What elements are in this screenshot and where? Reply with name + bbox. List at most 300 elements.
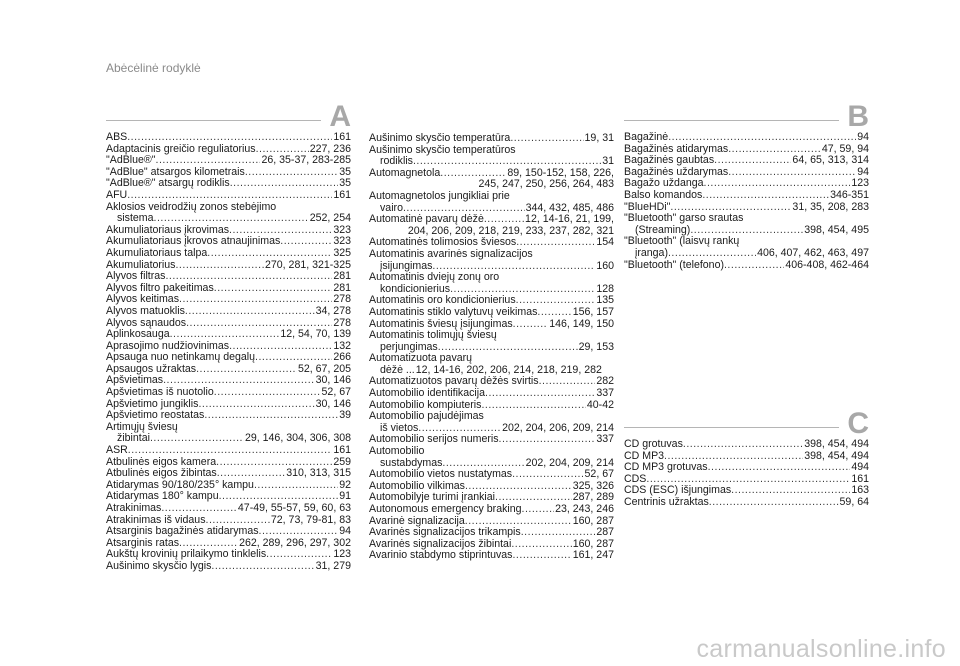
entry-term: Atbulinės eigos kamera — [106, 455, 217, 468]
dot-leader — [230, 178, 339, 190]
entry-term: CDS — [624, 472, 647, 485]
entry-line — [624, 132, 869, 144]
entry-pages: 52, 67 — [584, 468, 614, 481]
section-b-header — [624, 98, 869, 132]
entry-term: "BlueHDi" — [624, 200, 671, 213]
entry-term-line — [369, 191, 614, 203]
entry-continuation: sistema — [117, 212, 154, 225]
entry-pages: 12, 14-16, 21, 199, — [525, 213, 614, 226]
entry-term: Aušinimo skysčio temperatūra — [369, 132, 511, 144]
dot-leader — [481, 400, 585, 412]
entry-pages: 23, 243, 246 — [555, 503, 614, 515]
section-c-column — [624, 405, 869, 509]
entry-term: Bagažinės gaubtas — [624, 154, 715, 167]
dot-leader — [704, 178, 851, 190]
entry-term: Automatinė pavarų dėžė — [369, 213, 484, 226]
entry-line — [624, 439, 869, 451]
page-title: Abėcėlinė rodyklė — [106, 61, 201, 75]
dot-leader — [198, 399, 314, 411]
entry-pages: 398, 454, 494 — [804, 449, 869, 462]
entry-term: Balso komandos — [624, 188, 703, 201]
section-c-header — [624, 405, 869, 439]
index-entry — [369, 446, 614, 469]
dot-leader — [170, 329, 280, 341]
dot-leader — [708, 462, 851, 474]
section-divider — [624, 427, 839, 428]
entry-continuation: dėžė ... — [380, 363, 415, 376]
entry-term: Akumuliatoriaus talpa — [106, 246, 208, 259]
entry-term: "Bluetooth" (telefono) — [624, 258, 724, 271]
entry-term: Apsaugos užraktas — [106, 362, 197, 375]
entry-term: Bagažinės uždarymas — [624, 165, 729, 178]
entry-pages: 30, 146 — [315, 374, 351, 387]
entry-pages: 161 — [333, 131, 351, 143]
entry-term: Automatinis šviesų įsijungimas — [369, 317, 513, 330]
index-list-a-left — [106, 132, 351, 573]
entry-term: "AdBlue®" atsargų rodiklis — [106, 177, 230, 190]
entry-term: Alyvos matuoklis — [106, 304, 185, 317]
entry-term: Avarinė signalizacija — [369, 514, 465, 527]
entry-line — [624, 260, 869, 272]
entry-pages: 344, 432, 485, 486 — [525, 201, 614, 214]
dot-leader — [127, 190, 332, 202]
entry-term: Aušinimo skysčio temperatūros — [369, 143, 516, 156]
entry-pages: 337 — [596, 387, 614, 400]
entry-line — [106, 178, 351, 190]
entry-pages: 337 — [596, 433, 614, 446]
entry-term: Apšvietimas — [106, 374, 164, 387]
dot-leader — [196, 364, 297, 376]
entry-term: Apšvietimo jungiklis — [106, 397, 199, 410]
entry-pages: 406, 407, 462, 463, 497 — [757, 246, 869, 259]
dot-leader — [211, 561, 314, 573]
index-entry — [369, 133, 614, 145]
index-list-a-middle — [369, 133, 614, 562]
index-entry — [106, 306, 351, 318]
entry-continuation: kondicionierius — [380, 282, 451, 295]
entry-pages: 26, 35-37, 283-285 — [261, 154, 351, 167]
index-entry — [106, 202, 351, 225]
entry-pages: 325, 326 — [572, 479, 614, 492]
entry-continuation: iš vietos — [380, 421, 419, 434]
index-entry — [106, 387, 351, 399]
index-entry — [106, 329, 351, 341]
entry-term: Bagažinės atidarymas — [624, 142, 729, 155]
entry-pages: 91 — [339, 490, 351, 503]
entry-pages: 398, 454, 494 — [804, 438, 869, 450]
entry-pages-line — [624, 248, 869, 260]
index-entry — [369, 330, 614, 353]
entry-pages: 163 — [851, 484, 869, 497]
dot-leader — [724, 260, 784, 272]
index-list-b — [624, 132, 869, 271]
entry-pages: 287 — [596, 526, 614, 539]
entry-term: Automatizuotos pavarų dėžės svirtis — [369, 375, 539, 388]
entry-term: Apšvietimas iš nuotolio — [106, 386, 214, 399]
dot-leader — [207, 248, 332, 260]
index-entry — [369, 145, 614, 168]
entry-line — [369, 388, 614, 400]
entry-term: Automobilio identifikacija — [369, 387, 486, 400]
entry-pages: 123 — [851, 177, 869, 190]
index-entry — [369, 191, 614, 214]
entry-line — [369, 504, 614, 516]
entry-term: Bagažo uždanga — [624, 177, 704, 190]
entry-pages: 39 — [339, 409, 351, 422]
entry-pages: 278 — [333, 293, 351, 306]
entry-pages: 59, 64 — [839, 495, 869, 508]
entry-pages: 346-351 — [830, 188, 869, 201]
entry-line — [624, 497, 869, 509]
entry-pages: 94 — [857, 131, 869, 143]
entry-term: Atrakinimas — [106, 502, 162, 514]
index-entry — [369, 411, 614, 434]
dot-leader — [731, 485, 850, 497]
dot-leader — [539, 376, 596, 388]
index-entry — [106, 248, 351, 260]
section-a-column-middle — [369, 133, 614, 562]
entry-pages: 266 — [333, 351, 351, 364]
entry-pages: 92 — [339, 478, 351, 491]
entry-pages: 40-42 — [586, 398, 614, 411]
entry-line — [106, 387, 351, 399]
section-letter-b: B — [847, 100, 869, 133]
entry-term: Akumuliatoriaus įkrovos atnaujinimas — [106, 235, 281, 248]
entry-pages: 278 — [333, 316, 351, 329]
entry-term: Bagažinė — [624, 131, 669, 143]
dot-leader — [485, 388, 595, 400]
entry-term: CD MP3 grotuvas — [624, 461, 708, 474]
entry-pages: 31, 35, 208, 283 — [792, 200, 869, 213]
dot-leader — [127, 132, 332, 144]
entry-line — [106, 306, 351, 318]
index-entry — [106, 445, 351, 457]
entry-term: Automagnetolos jungikliai prie — [369, 189, 510, 202]
dot-leader — [522, 504, 555, 516]
entry-line — [106, 248, 351, 260]
entry-term: Automatinis avarinės signalizacijos — [369, 247, 533, 260]
index-entry — [624, 132, 869, 144]
entry-pages: 156, 157 — [572, 305, 614, 318]
entry-pages: 161, 247 — [572, 549, 614, 562]
entry-term-line — [369, 272, 614, 284]
entry-pages: 160 — [596, 259, 614, 272]
dot-leader — [254, 480, 338, 492]
entry-term: "AdBlue®" — [106, 154, 156, 167]
dot-leader — [511, 539, 571, 551]
index-entry — [624, 190, 869, 202]
entry-pages: 29, 153 — [578, 340, 614, 353]
entry-pages: 252, 254 — [309, 212, 351, 225]
entry-term: Alyvos sąnaudos — [106, 316, 187, 329]
dot-leader — [175, 260, 264, 272]
entry-pages: 323 — [333, 235, 351, 248]
section-a-column-left — [106, 98, 351, 573]
entry-term: Avarinės signalizacijos žibintai — [369, 537, 512, 550]
entry-term: Centrinis užraktas — [624, 495, 709, 508]
dot-leader — [668, 248, 756, 260]
index-entry — [369, 272, 614, 295]
entry-term-line — [369, 330, 614, 342]
dot-leader — [668, 132, 856, 144]
entry-pages: 282 — [596, 375, 614, 388]
entry-pages: 154 — [596, 236, 614, 249]
index-entry — [624, 260, 869, 272]
index-entry — [624, 236, 869, 259]
entry-term: Automatinis stiklo valytuvų veikimas — [369, 305, 538, 318]
entry-pages: 406-408, 462-464 — [785, 258, 869, 271]
entry-line — [369, 307, 614, 319]
section-letter-c: C — [847, 407, 869, 440]
dot-leader — [214, 283, 333, 295]
entry-pages-line — [106, 433, 351, 445]
entry-pages: 160, 287 — [572, 514, 614, 527]
entry-term: "AdBlue" atsargos kilometrais — [106, 165, 245, 178]
entry-term: Automobilio vilkimas — [369, 479, 465, 492]
index-entry — [369, 388, 614, 400]
entry-continuation: įranga) — [635, 246, 668, 259]
entry-pages: 146, 149, 150 — [549, 317, 614, 330]
entry-pages-more: 204, 206, 209, 218, 219, 233, 237, 282, 321 — [407, 224, 614, 237]
entry-term: Aušinimo skysčio lygis — [106, 559, 212, 572]
entry-pages: 270, 281, 321-325 — [264, 258, 351, 271]
dot-leader — [537, 307, 571, 319]
entry-term: AFU — [106, 188, 128, 201]
entry-term: Automobilio kompiuteris — [369, 398, 482, 411]
index-entry — [369, 307, 614, 319]
entry-term-line — [369, 446, 614, 458]
dot-leader — [512, 550, 571, 562]
entry-pages: 12, 14-16, 202, 206, 214, 218, 219, 282 — [415, 363, 602, 376]
entry-term: "Bluetooth" garso srautas — [624, 212, 744, 225]
entry-continuation: vairo — [380, 201, 403, 214]
entry-term: Alyvos filtras — [106, 270, 166, 283]
entry-term: Automobilio pajudėjimas — [369, 410, 484, 423]
entry-term: Apšvietimo reostatas — [106, 409, 205, 422]
entry-term: Avarinės signalizacijos trikampis — [369, 526, 521, 539]
entry-term: Automatinis tolimųjų šviesų — [369, 329, 497, 342]
dot-leader — [728, 167, 856, 179]
dot-leader — [499, 434, 596, 446]
index-list-c — [624, 439, 869, 509]
section-letter-a: A — [329, 100, 351, 133]
entry-term: Autonomous emergency braking — [369, 503, 522, 515]
entry-term: Atsarginis bagažinės atidarymas — [106, 525, 259, 538]
entry-term: Avarinio stabdymo stiprintuvas — [369, 549, 513, 562]
entry-pages: 281 — [333, 281, 351, 294]
entry-continuation: rodiklis — [380, 155, 413, 168]
watermark-text: carmanualsonline.info — [696, 635, 946, 663]
entry-continuation: perjungimas — [380, 340, 438, 353]
index-entry — [369, 214, 614, 237]
index-entry — [624, 497, 869, 509]
entry-term: Atrakinimas iš vidaus — [106, 513, 206, 526]
section-b-column — [624, 98, 869, 271]
entry-pages: 47, 59, 94 — [821, 142, 869, 155]
entry-pages: 135 — [596, 294, 614, 307]
entry-term: Automatinės tolimosios šviesos — [369, 236, 517, 249]
dot-leader — [709, 497, 839, 509]
index-entry — [624, 439, 869, 451]
index-entry — [369, 168, 614, 191]
dot-leader — [161, 503, 237, 515]
dot-leader — [185, 306, 315, 318]
index-entry — [624, 462, 869, 474]
entry-pages: 287, 289 — [572, 491, 614, 504]
index-entry — [369, 504, 614, 516]
index-entry — [369, 249, 614, 272]
entry-line — [624, 462, 869, 474]
entry-pages: 262, 289, 296, 297, 302 — [239, 536, 351, 549]
dot-leader — [214, 387, 321, 399]
entry-pages: 94 — [857, 165, 869, 178]
entry-pages: 34, 278 — [315, 304, 351, 317]
entry-pages: 47-49, 55-57, 59, 60, 63 — [237, 502, 351, 514]
entry-term: Atbulinės eigos žibintas — [106, 467, 217, 480]
entry-pages: 52, 67, 205 — [297, 362, 351, 375]
dot-leader — [484, 214, 524, 226]
entry-line — [106, 132, 351, 144]
entry-term: Aplinkosauga — [106, 328, 170, 341]
index-entry — [106, 271, 351, 283]
entry-pages: 160, 287 — [572, 537, 614, 550]
section-divider — [106, 120, 321, 121]
entry-pages: 227, 236 — [309, 142, 351, 155]
dot-leader — [702, 190, 829, 202]
entry-continuation: (Streaming) — [635, 223, 691, 236]
entry-pages: 310, 313, 315 — [286, 467, 351, 480]
entry-term-line — [369, 249, 614, 261]
entry-term: Akumuliatorius — [106, 258, 176, 271]
index-entry — [106, 503, 351, 515]
entry-pages: 132 — [333, 339, 351, 352]
dot-leader — [510, 133, 583, 145]
entry-line — [369, 214, 614, 226]
entry-term: Artimųjų šviesų — [106, 420, 178, 433]
entry-term: Akumuliatoriaus įkrovimas — [106, 223, 230, 236]
entry-term: ABS — [106, 131, 128, 143]
entry-pages: 52, 67 — [321, 386, 351, 399]
entry-pages: 325 — [333, 246, 351, 259]
dot-leader — [280, 236, 332, 248]
entry-pages: 35 — [339, 165, 351, 178]
entry-term: Automobilio vietos nustatymas — [369, 468, 513, 481]
entry-term: CD MP3 — [624, 449, 665, 462]
dot-leader — [179, 294, 332, 306]
entry-term: Aukštų krovinių prilaikymo tinklelis — [106, 548, 267, 561]
index-entry — [369, 550, 614, 562]
dot-leader — [154, 213, 309, 225]
entry-line — [106, 503, 351, 515]
entry-term: Automobilio — [369, 445, 425, 458]
dot-leader — [128, 445, 333, 457]
entry-term: Adaptacinis greičio reguliatorius — [106, 142, 256, 155]
entry-pages: 123 — [333, 548, 351, 561]
dot-leader — [150, 433, 244, 445]
entry-line — [106, 445, 351, 457]
entry-term: CDS (ESC) išjungimas — [624, 484, 732, 497]
index-entry — [106, 132, 351, 144]
entry-pages: 202, 204, 206, 209, 214 — [502, 421, 614, 434]
index-entry — [106, 422, 351, 445]
entry-term: Alyvos keitimas — [106, 293, 179, 306]
dot-leader — [245, 167, 338, 179]
entry-line — [624, 190, 869, 202]
dot-leader — [683, 439, 803, 451]
index-entry — [624, 213, 869, 236]
entry-term: ASR — [106, 444, 128, 457]
entry-term: Automatinis oro kondicionierius — [369, 294, 516, 307]
section-a-header — [106, 98, 351, 132]
entry-pages: 31, 279 — [315, 559, 351, 572]
entry-pages-line — [106, 213, 351, 225]
entry-term: Automobilio serijos numeris — [369, 433, 499, 446]
entry-continuation: žibintai — [117, 432, 150, 445]
entry-continuation: sustabdymas — [380, 456, 443, 469]
entry-pages: 259 — [333, 455, 351, 468]
entry-pages: 19, 31 — [584, 132, 614, 144]
entry-line — [106, 190, 351, 202]
entry-pages: 94 — [339, 525, 351, 538]
entry-pages: 64, 65, 313, 314 — [792, 154, 869, 167]
entry-term: Atidarymas 180° kampu — [106, 490, 219, 503]
entry-continuation: įsijungimas — [380, 259, 433, 272]
entry-term-line — [624, 213, 869, 225]
entry-term: CD grotuvas — [624, 438, 683, 450]
entry-pages: 494 — [851, 461, 869, 474]
entry-term: Automagnetola — [369, 166, 441, 179]
dot-leader — [204, 410, 338, 422]
entry-term: Apsauga nuo netinkamų degalų — [106, 351, 256, 364]
index-entry — [106, 190, 351, 202]
entry-line — [106, 561, 351, 573]
index-entry — [106, 178, 351, 190]
entry-pages: 89, 150-152, 158, 226, — [507, 166, 614, 179]
index-entry — [369, 353, 614, 376]
entry-pages: 161 — [333, 188, 351, 201]
entry-term: Automatinis dviejų zonų oro — [369, 271, 500, 284]
entry-pages-more: 245, 247, 250, 256, 264, 483 — [478, 178, 614, 191]
entry-term: Automatizuota pavarų — [369, 352, 473, 365]
entry-pages: 281 — [333, 270, 351, 283]
entry-line — [106, 271, 351, 283]
entry-pages: 128 — [596, 282, 614, 295]
section-divider — [624, 120, 839, 121]
entry-term: Atidarymas 90/180/235° kampu — [106, 478, 254, 491]
entry-term: Alyvos filtro pakeitimas — [106, 281, 214, 294]
entry-pages: 29, 146, 304, 306, 308 — [244, 432, 351, 445]
entry-pages: 35 — [339, 177, 351, 190]
entry-pages: 12, 54, 70, 139 — [280, 328, 351, 341]
entry-pages: 398, 454, 495 — [804, 223, 869, 236]
entry-pages: 30, 146 — [315, 397, 351, 410]
entry-term: "Bluetooth" (laisvų rankų — [624, 235, 740, 248]
entry-pages: 72, 73, 79-81, 83 — [270, 513, 351, 526]
entry-pages: 161 — [851, 472, 869, 485]
index-entry — [106, 561, 351, 573]
entry-pages: 161 — [333, 444, 351, 457]
entry-line — [106, 329, 351, 341]
entry-pages: 31 — [602, 155, 614, 168]
dot-leader — [513, 319, 549, 331]
entry-line — [369, 133, 614, 145]
entry-term: Aklosios veidrodžių zonos stebėjimo — [106, 200, 277, 213]
entry-term: Aprasojimo nudžiovinimas — [106, 339, 230, 352]
entry-pages: 202, 204, 209, 214 — [525, 456, 614, 469]
dot-leader — [165, 271, 332, 283]
entry-line — [369, 550, 614, 562]
entry-term: Atsarginis ratas — [106, 536, 180, 549]
